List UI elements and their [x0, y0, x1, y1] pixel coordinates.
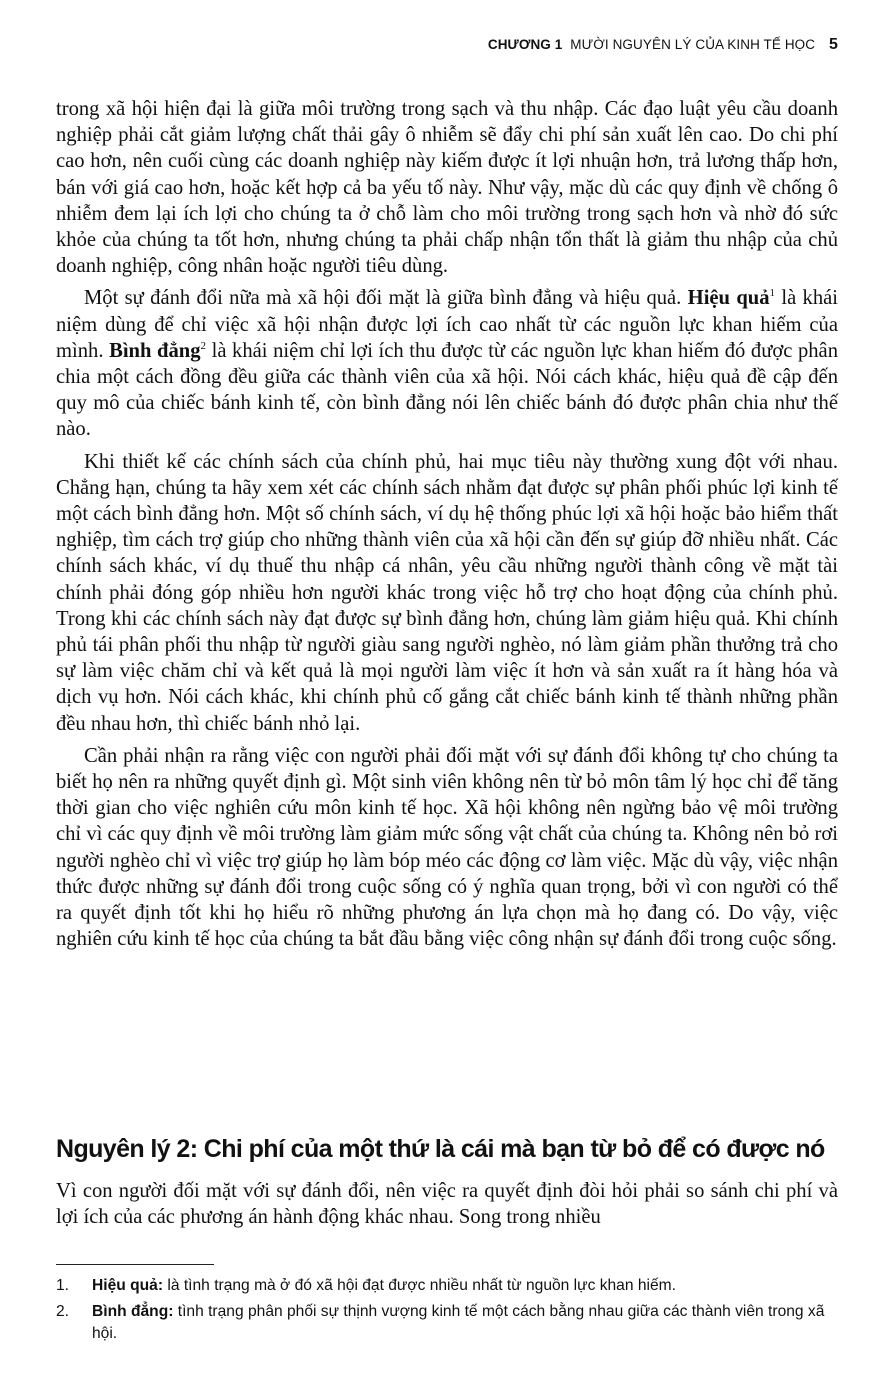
running-header — [488, 36, 838, 54]
paragraph-2-part-2: là khái niệm dùng để chỉ việc xã hội nhận được lợi ích cao nhất từ các nguồn lực khan hiếm của mình. — [56, 287, 839, 362]
term-hieu-qua: Hiệu quả — [687, 287, 770, 310]
page-number: 5 — [829, 36, 838, 53]
section-heading: Nguyên lý 2: Chi phí của một thứ là cái mà bạn từ bỏ để có được nó — [56, 1135, 825, 1163]
paragraph-4: Cần phải nhận ra rằng việc con người phải đối mặt với sự đánh đổi không tự cho chúng ta biết họ nên ra những quyết định gì. Một sinh viên không nên từ bỏ môn tâm lý học chỉ để tăng thời gian cho việc nghiên cứu môn kinh tế học. Xã hội không nên ngừng bảo vệ môi trường chỉ vì các quy định về môi trường làm giảm mức sống vật chất của chúng ta. Không nên bỏ rơi người nghèo chỉ vì việc trợ giúp họ làm bóp méo các động cơ làm việc. Mặc dù vậy, việc nhận thức được những sự đánh đổi trong cuộc sống có ý nghĩa quan trọng, bởi vì con người có thể ra quyết định tốt khi họ hiểu rõ những phương án lựa chọn mà họ đang có. Do vậy, việc nghiên cứu kinh tế học của chúng ta bắt đầu bằng việc công nhận sự đánh đổi trong cuộc sống. — [56, 744, 838, 951]
chapter-title: MƯỜI NGUYÊN LÝ CỦA KINH TẾ HỌC — [570, 37, 816, 52]
section-body — [56, 1178, 838, 1230]
paragraph-1: trong xã hội hiện đại là giữa môi trường trong sạch và thu nhập. Các đạo luật yêu cầu doanh nghiệp phải cắt giảm lượng chất thải gây ô nhiễm sẽ đẩy chi phí sản xuất lên cao. Do chi phí cao hơn, nên cuối cùng các doanh nghiệp này kiếm được ít lợi nhuận hơn, trả lương thấp hơn, bán với giá cao hơn, hoặc kết hợp cả ba yếu tố này. Như vậy, mặc dù các quy định về chống ô nhiễm đem lại ích lợi cho chúng ta ở chỗ làm cho môi trường trong sạch hơn và nhờ đó sức khỏe của chúng ta tốt hơn, nhưng chúng ta phải chấp nhận tổn thất là giảm thu nhập của chủ doanh nghiệp, công nhân hoặc người tiêu dùng. — [56, 98, 838, 278]
paragraph-2-part-1: Một sự đánh đổi nữa mà xã hội đối mặt là giữa bình đẳng và hiệu quả. — [84, 287, 688, 310]
footnote-ref-2: 2 — [200, 339, 207, 352]
section-paragraph: Vì con người đối mặt với sự đánh đổi, nên việc ra quyết định đòi hỏi phải so sánh chi phí và lợi ích của các phương án hành động khác nhau. Song trong nhiều — [56, 1180, 838, 1229]
term-binh-dang: Bình đẳng — [109, 339, 201, 362]
footnote-term: Bình đẳng: — [92, 1303, 174, 1320]
book-page — [56, 0, 838, 1387]
chapter-label: CHƯƠNG 1 — [487, 37, 563, 52]
body-text — [56, 96, 838, 959]
footnote-divider — [56, 1264, 214, 1265]
paragraph-2 — [56, 285, 838, 442]
footnotes — [56, 1275, 838, 1349]
footnote-2 — [56, 1301, 838, 1345]
paragraph-3: Khi thiết kế các chính sách của chính phủ, hai mục tiêu này thường xung đột với nhau. Chẳng hạn, chúng ta hãy xem xét các chính sách nhằm đạt được sự phân phối phúc lợi kinh tế một cách bình đẳng hơn. Một số chính sách, ví dụ hệ thống phúc lợi xã hội hoặc bảo hiểm thất nghiệp, tìm cách trợ giúp cho những thành viên của xã hội cần đến sự giúp đỡ nhiều nhất. Các chính sách khác, ví dụ thuế thu nhập cá nhân, yêu cầu những người thành công về mặt tài chính phải đóng góp nhiều hơn người khác trong việc hỗ trợ cho hoạt động của chính phủ. Trong khi các chính sách này đạt được sự bình đẳng hơn, chúng làm giảm hiệu quả. Khi chính phủ tái phân phối thu nhập từ người giàu sang người nghèo, nó làm giảm phần thưởng trả cho sự làm việc chăm chỉ và kết quả là mọi người làm việc ít hơn và sản xuất ra ít hàng hóa và dịch vụ hơn. Nói cách khác, khi chính phủ cố gắng cắt chiếc bánh kinh tế thành những phần đều nhau hơn, thì chiếc bánh nhỏ lại. — [56, 450, 838, 735]
footnote-text: tình trạng phân phối sự thịnh vượng kinh tế một cách bằng nhau giữa các thành viên trong xã hội. — [92, 1303, 825, 1342]
paragraph-2-part-3: là khái niệm chỉ lợi ích thu được từ các nguồn lực khan hiếm đó được phân chia một cách đồng đều giữa các thành viên của xã hội. Nói cách khác, hiệu quả đề cập đến quy mô của chiếc bánh kinh tế, còn bình đẳng nói lên chiếc bánh đó được phân chia như thế nào. — [56, 339, 838, 441]
footnote-text: là tình trạng mà ở đó xã hội đạt được nhiều nhất từ nguồn lực khan hiếm. — [163, 1277, 676, 1294]
footnote-ref-1: 1 — [769, 287, 776, 300]
footnote-term: Hiệu quả: — [92, 1277, 164, 1294]
footnote-number: 2. — [56, 1303, 70, 1320]
footnote-number: 1. — [56, 1277, 70, 1294]
footnote-1 — [56, 1275, 838, 1297]
